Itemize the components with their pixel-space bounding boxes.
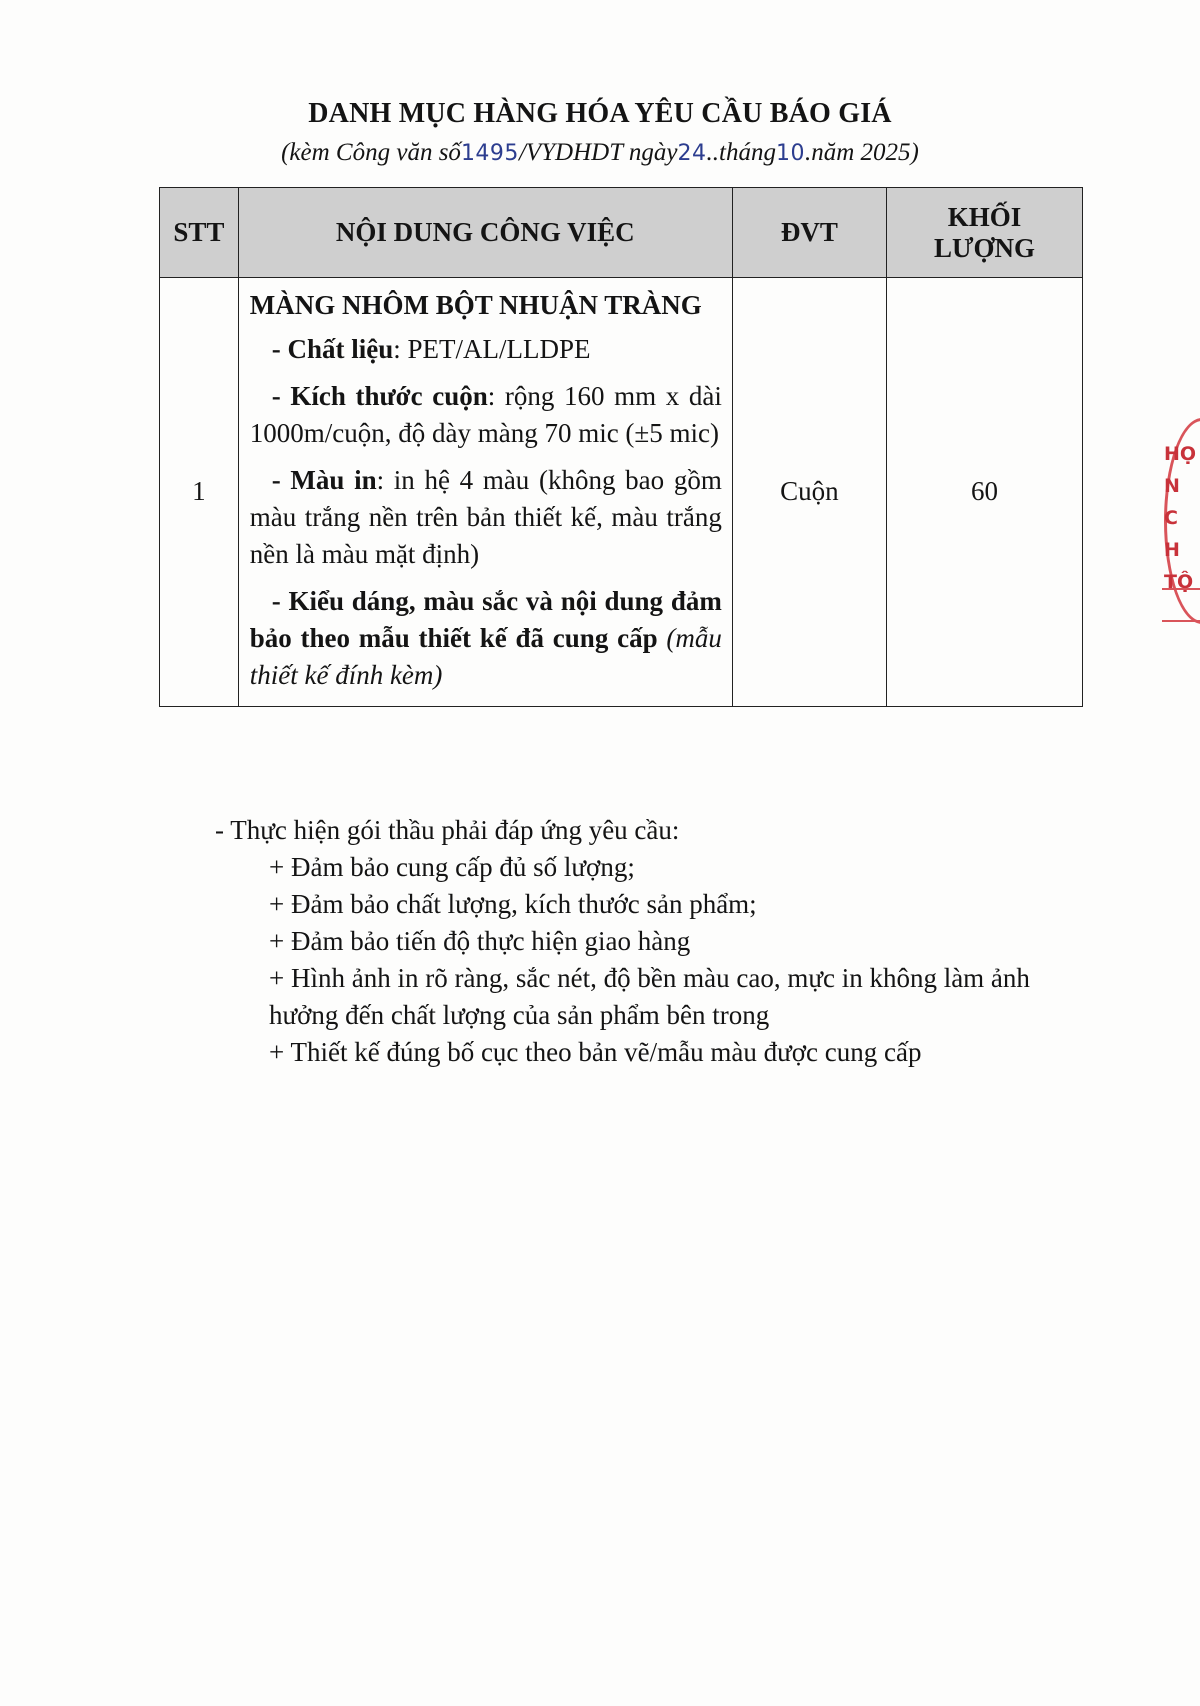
spec-size [250,378,722,452]
subtitle-suffix: .năm 2025) [804,139,919,166]
handwritten-day: 24 [677,141,707,166]
subtitle-prefix: (kèm Công văn số [281,139,461,166]
row-stt: 1 [160,278,239,707]
table-row [160,278,1083,707]
goods-table [159,187,1083,707]
subtitle-middle: /VYDHDT ngày [518,139,678,166]
header-quantity-line1: KHỐI [947,202,1022,233]
seal-text [1164,438,1200,598]
header-content: NỘI DUNG CÔNG VIỆC [238,188,732,278]
seal-lines [1162,588,1200,622]
handwritten-month: 10 [775,141,805,166]
spec-size-value: : rộng 160 mm x dài 1000m/cuộn, độ dày màng 70 mic (±5 mic) [249,380,722,448]
spec-design-label: - Kiểu dáng, màu sắc và nội dung đảm bảo theo mẫu thiết kế đã cung cấp [249,585,722,653]
seal-text-line: C H [1164,507,1180,561]
spec-material-label: - Chất liệu [271,334,394,364]
spec-design [250,583,722,694]
row-content [238,278,732,707]
document-title: DANH MỤC HÀNG HÓA YÊU CẦU BÁO GIÁ [308,98,892,129]
item-name: MÀNG NHÔM BỘT NHUẬN TRÀNG [249,290,702,320]
spec-color [250,462,722,573]
requirements-notes [159,812,1069,1071]
row-quantity: 60 [886,278,1082,707]
note-item: + Đảm bảo cung cấp đủ số lượng; [269,852,635,882]
red-seal-stamp [1158,418,1200,628]
subtitle-month-label: ..tháng [706,139,776,166]
seal-text-line: N [1164,475,1180,497]
document-subtitle [0,139,1200,167]
note-item: + Hình ảnh in rõ ràng, sắc nét, độ bền màu cao, mực in không làm ảnh hưởng đến chất lượng của sản phẩm bên trong [269,963,1030,1030]
header-unit: ĐVT [732,188,886,278]
handwritten-doc-number: 1495 [460,141,519,166]
notes-intro: - Thực hiện gói thầu phải đáp ứng yêu cầu: [215,815,680,845]
spec-color-label: - Màu in [271,464,377,495]
note-item: + Đảm bảo chất lượng, kích thước sản phẩm; [269,889,757,919]
seal-text-line: HỌ [1164,443,1197,465]
spec-material-value: : PET/AL/LLDPE [393,334,591,364]
header-quantity [886,188,1082,278]
spec-size-label: - Kích thước cuộn [271,380,488,411]
spec-material [250,331,722,368]
seal-text-line: TỘ [1164,571,1194,593]
header-stt: STT [160,188,239,278]
table-header-row [160,188,1083,278]
spec-color-value: : in hệ 4 màu (không bao gồm màu trắng nền trên bản thiết kế, màu trắng nền là màu mặt định) [249,464,722,569]
note-item: + Thiết kế đúng bố cục theo bản vẽ/mẫu màu được cung cấp [269,1037,922,1067]
spec-design-note: (mẫu thiết kế đính kèm) [249,622,722,690]
row-unit: Cuộn [732,278,886,707]
header-quantity-line2: LƯỢNG [933,232,1035,263]
note-item: + Đảm bảo tiến độ thực hiện giao hàng [269,926,691,956]
